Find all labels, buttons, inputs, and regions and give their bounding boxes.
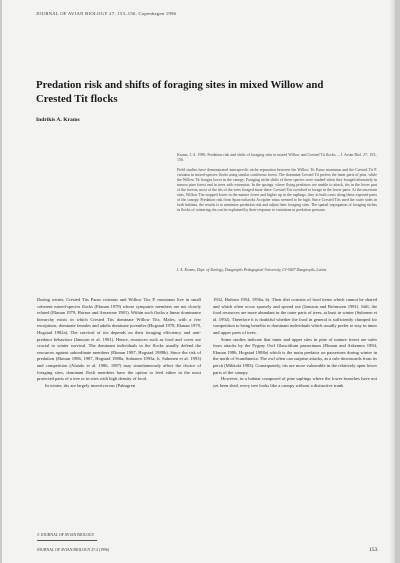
citation: Krams, I. A. 1996. Predation risk and shifts of foraging sites in mixed Willow and Crested Tit flocks. – J. Avian Biol. 27: 153–156. (177, 153, 377, 163)
journal-page (2, 0, 395, 563)
title-line-2: Crested Tit flocks (36, 92, 118, 105)
body-column-right (213, 297, 377, 389)
article-title (36, 79, 336, 106)
paragraph: 1932, Haftorn 1954, 1956a, b). Their diet consists of food items which cannot be shared and which often occur sparsely and spread out (Jansson and Brömssen 1981). Still, the food resources are more abundant in the outer parts of trees, at least in winter (Suhonen et al. 1992). Therefore it is doubtful whether the food in general is sufficiently clumped for competition to bring benefits to dominant individuals which usually prefer to stay in inner and upper parts of trees. (213, 297, 377, 335)
author-affiliation: I. A. Krams, Dept. of Zoology, Daugavpils Pedagogical University, LV-5407 Daugavpils, Latvia. (177, 268, 328, 272)
running-head: JOURNAL OF AVIAN BIOLOGY 27: 153–156. Copenhagen 1996 (36, 11, 177, 16)
body-column-left (37, 297, 201, 389)
paragraph: Some studies indicate that inner and upper sites in pine of mature forest are safer from attacks by the Pygmy Owl Glaucidium passerinum (Ekman and Askenmo 1984, Ekman 1986, Hogstad 1988a) which is the main predator on passerines during winter in the north of Scandinavia. The owl often can surprise attacks, as a rule downwards from its perch (Mikkola 1983). Consequently, tits are more vulnerable in the relatively open lower parts of the canopy. (213, 336, 377, 375)
title-line-1: Predation risk and shifts of foraging sites in mixed Willow and (36, 79, 324, 91)
paragraph: However, in a habitat composed of pine saplings where the lower branches have not yet been shed, every tree looks like a canopy without a distinctive trunk (213, 376, 377, 388)
copyright-footnote: © JOURNAL OF AVIAN BIOLOGY (37, 533, 95, 537)
abstract (177, 153, 377, 218)
abstract-text: Field studies have demonstrated interspecific niche separation between the Willow Tit Parus montanus and the Crested Tit P. cristatus in mixed-species flocks using similar coniferous forest. The dominant Crested Tit prefers the inner parts of pine, while the Willow Tit forages lower in the canopy. Foraging niche shifts of these species were studied when they foraged alternately in narrow pine forest and in trees with extension. In the springs, where flying predators are unable to attack, tits in the lower part of the forests, most of the tits of the trees foraged more there. Crested Tits switched to forage in the lower parts. At the uncertain sites, Willow Tits stopped lower in the mature forest and higher up in the saplings, they in both cases along these exposed parts of the canopy. Predation risk from Sparrowhawks Accipiter nisus seemed to be high; Since Crested Tits used the outer sides in both habitats, the results is to minimize predation risk and adjust their foraging sites. The spatial segregation of foraging niches in flocks of wintering tits can be explained by their response to variations in predation pressure. (177, 167, 377, 212)
page-number: 153 (369, 547, 378, 553)
author-name: Indrikis A. Krams (36, 117, 80, 123)
footer-journal: JOURNAL OF AVIAN BIOLOGY 27:2 (1996) (37, 548, 110, 552)
footer-rule (37, 540, 97, 541)
paragraph: In winter, tits are largely insectivorous (Palmgren (45, 382, 136, 388)
paragraph: During winter, Crested Tits Parus cristatus and Willow Tits P. montanus live in small coherent mixed-species flocks (Ekman 1979) whose sympatric members are not closely related (Ekman 1979, Hornor and Anserone 1981). Within such flocks a linear dominance hierarchy exists in which Crested Tits dominate Willow Tits. Males, with a few exceptions, dominate females and adults dominate juveniles (Hogstad 1978, Ekman 1979, Hogstad 1982a). The survival of tits depends on their foraging efficiency and anti-predator behaviour (Jansson et al. 1981). Hence, resources such as food and cover are crucial to winter survival. The dominant individuals in the flocks usually defend the resources against subordinate members (Ekman 1987, Hogstad 1988b). Since the risk of predation (Ekman 1986, 1987, Hogstad 1988a, Suhonen 1993a, b, Suhonen et al. 1993) and competition (Alatalo et al. 1986, 1987) may simultaneously affect the choice of foraging sites, dominant flock members have the option to feed either in the most protected parts of a tree or in sites with high density of food. (37, 297, 201, 382)
